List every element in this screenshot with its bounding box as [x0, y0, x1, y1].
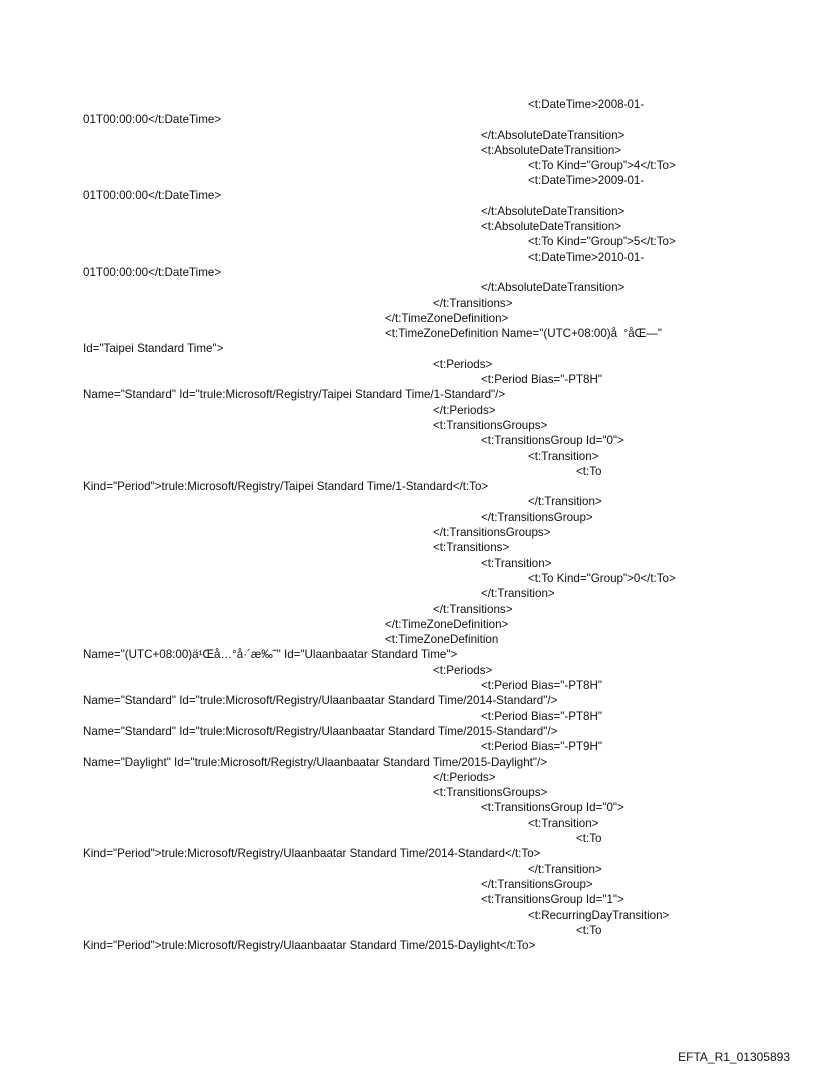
doc-line: </t:Transition>	[481, 587, 555, 600]
doc-line: <t:AbsoluteDateTransition>	[481, 144, 622, 157]
doc-line: <t:Transition>	[528, 817, 599, 830]
doc-line: <t:Period Bias="-PT9H"	[481, 740, 602, 753]
doc-line: </t:Transitions>	[433, 297, 513, 310]
doc-line: <t:TransitionsGroup Id="0">	[481, 434, 624, 447]
doc-line: Name="Daylight" Id="trule:Microsoft/Registry/Ulaanbaatar Standard Time/2015-Daylight"/>	[83, 756, 548, 769]
doc-line: </t:AbsoluteDateTransition>	[481, 281, 625, 294]
doc-line: </t:TimeZoneDefinition>	[385, 312, 509, 325]
doc-line: <t:Transition>	[528, 450, 599, 463]
doc-line: <t:To	[576, 924, 602, 937]
doc-line: </t:AbsoluteDateTransition>	[481, 129, 625, 142]
doc-line: 01T00:00:00</t:DateTime>	[83, 113, 222, 126]
doc-line: <t:Periods>	[433, 664, 493, 677]
doc-line: </t:TimeZoneDefinition>	[385, 618, 509, 631]
doc-line: <t:DateTime>2009-01-	[528, 174, 645, 187]
doc-line: Name="Standard" Id="trule:Microsoft/Registry/Ulaanbaatar Standard Time/2014-Standard"/>	[83, 694, 558, 707]
doc-line: <t:Period Bias="-PT8H"	[481, 373, 602, 386]
doc-line: </t:AbsoluteDateTransition>	[481, 205, 625, 218]
doc-line: <t:TransitionsGroups>	[433, 419, 548, 432]
doc-line: Name="Standard" Id="trule:Microsoft/Registry/Ulaanbaatar Standard Time/2015-Standard"/>	[83, 725, 558, 738]
doc-line: </t:Periods>	[433, 771, 496, 784]
doc-line: <t:TimeZoneDefinition	[385, 633, 499, 646]
doc-line: <t:Periods>	[433, 358, 493, 371]
doc-line: <t:Transition>	[481, 557, 552, 570]
doc-line: <t:To Kind="Group">0</t:To>	[528, 572, 676, 585]
doc-line: <t:DateTime>2008-01-	[528, 98, 645, 111]
doc-line: <t:Period Bias="-PT8H"	[481, 710, 602, 723]
doc-line: <t:DateTime>2010-01-	[528, 251, 645, 264]
doc-line: <t:To Kind="Group">5</t:To>	[528, 235, 676, 248]
bates-number: EFTA_R1_01305893	[678, 1050, 790, 1064]
doc-line: <t:Transitions>	[433, 541, 510, 554]
doc-line: Id="Taipei Standard Time">	[83, 342, 224, 355]
doc-line: Kind="Period">trule:Microsoft/Registry/Taipei Standard Time/1-Standard</t:To>	[83, 480, 489, 493]
doc-line: <t:To Kind="Group">4</t:To>	[528, 159, 676, 172]
doc-line: <t:TransitionsGroups>	[433, 786, 548, 799]
doc-line: <t:To	[576, 832, 602, 845]
doc-line: </t:Periods>	[433, 404, 496, 417]
doc-line: <t:TransitionsGroup Id="1">	[481, 893, 624, 906]
doc-line: </t:Transitions>	[433, 603, 513, 616]
doc-line: </t:TransitionsGroups>	[433, 526, 551, 539]
doc-line: <t:To	[576, 465, 602, 478]
doc-line: Kind="Period">trule:Microsoft/Registry/Ulaanbaatar Standard Time/2015-Daylight</t:To>	[83, 939, 536, 952]
doc-line: </t:Transition>	[528, 495, 602, 508]
doc-line: </t:TransitionsGroup>	[481, 511, 593, 524]
doc-line: </t:Transition>	[528, 863, 602, 876]
doc-line: <t:TimeZoneDefinition Name="(UTC+08:00)å °åŒ—"	[385, 327, 662, 340]
doc-line: </t:TransitionsGroup>	[481, 878, 593, 891]
doc-line: Name="Standard" Id="trule:Microsoft/Registry/Taipei Standard Time/1-Standard"/>	[83, 388, 506, 401]
doc-line: <t:TransitionsGroup Id="0">	[481, 801, 624, 814]
doc-line: Name="(UTC+08:00)ä¹Œå…°å·´æ‰˜" Id="Ulaanbaatar Standard Time">	[83, 648, 458, 661]
doc-line: 01T00:00:00</t:DateTime>	[83, 266, 222, 279]
doc-line: 01T00:00:00</t:DateTime>	[83, 189, 222, 202]
doc-line: <t:RecurringDayTransition>	[528, 909, 670, 922]
doc-line: <t:Period Bias="-PT8H"	[481, 679, 602, 692]
doc-line: <t:AbsoluteDateTransition>	[481, 220, 622, 233]
doc-line: Kind="Period">trule:Microsoft/Registry/Ulaanbaatar Standard Time/2014-Standard</t:To>	[83, 847, 541, 860]
